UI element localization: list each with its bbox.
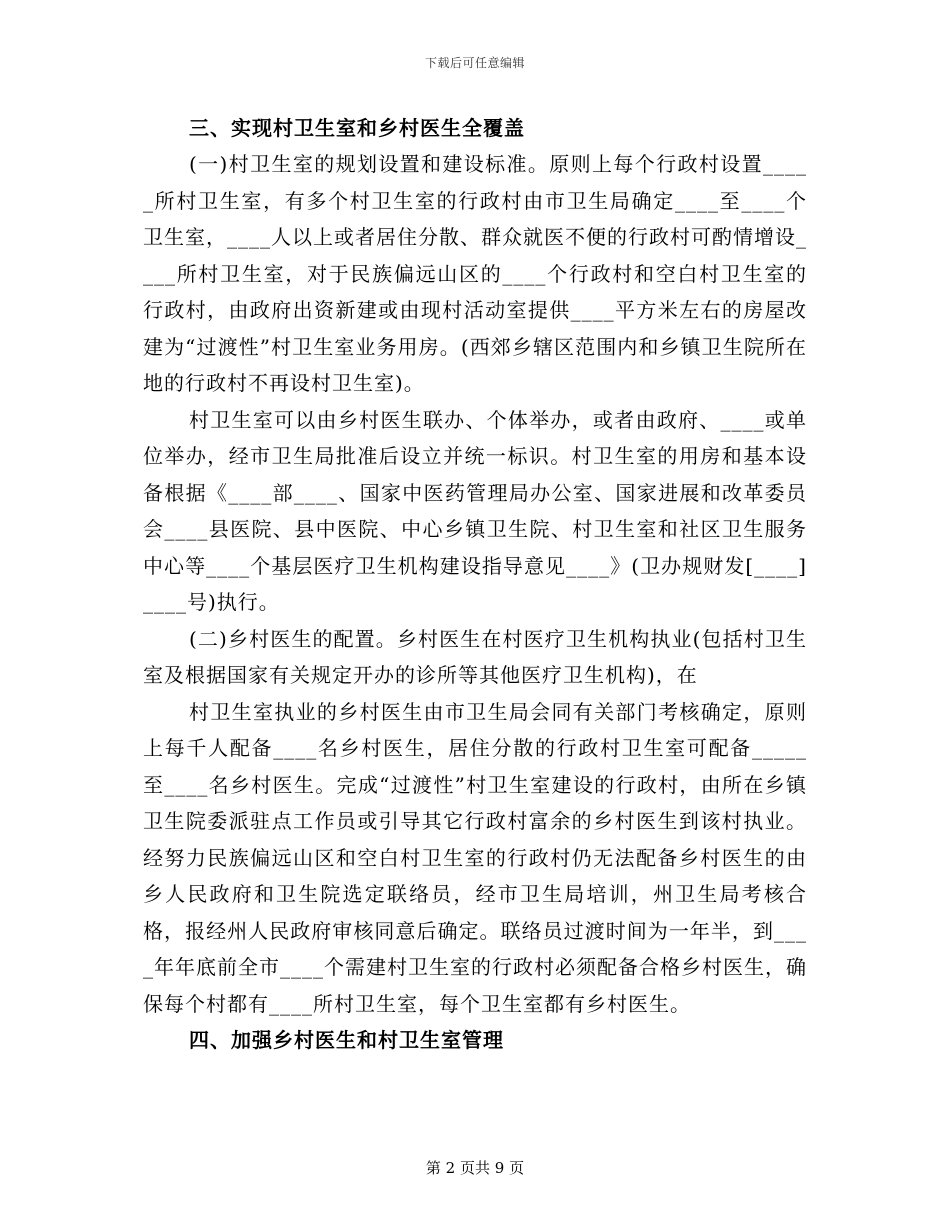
section-heading-4: 四、加强乡村医生和村卫生室管理: [189, 1028, 504, 1052]
page-number: 第 2 页共 9 页: [425, 1159, 525, 1177]
page-header: 下载后可任意编辑: [424, 56, 525, 70]
paragraph-village-clinic-planning: (一)村卫生室的规划设置和建设标准。原则上每个行政村设置_____所村卫生室，有多个村卫生室的行政村由市卫生局确定____至____个卫生室，____人以上或者居住分散、群众就医不便的行政村可酌情增设____所村卫生室，对于民族偏远山区的____个行政村和空白村卫生室的行政村，由政府出资新建或由现村活动室提供____平方米左右的房屋改建为“过渡性”村卫生室业务用房。(西郊乡辖区范围内和乡镇卫生院所在地的行政村不再设村卫生室)。: [143, 152, 807, 395]
document-body: [143, 110, 807, 1058]
paragraph-rural-doctor-requirements: 村卫生室执业的乡村医生由市卫生局会同有关部门考核确定，原则上每千人配备____名乡村医生，居住分散的行政村卫生室可配备_____至____名乡村医生。完成“过渡性”村卫生室建设的行政村，由所在乡镇卫生院委派驻点工作员或引导其它行政村富余的乡村医生到该村执业。经努力民族偏远山区和空白村卫生室的行政村仍无法配备乡村医生的由乡人民政府和卫生院选定联络员，经市卫生局培训，州卫生局考核合格，报经州人民政府审核同意后确定。联络员过渡时间为一年半，到____年年底前全市____个需建村卫生室的行政村必须配备合格乡村医生，确保每个村都有____所村卫生室，每个卫生室都有乡村医生。: [143, 699, 807, 1016]
paragraph-village-clinic-operation: 村卫生室可以由乡村医生联办、个体举办，或者由政府、____或单位举办，经市卫生局批准后设立并统一标识。村卫生室的用房和基本设备根据《____部____、国家中医药管理局办公室、国家进展和改革委员会____县医院、县中医院、中心乡镇卫生院、村卫生室和社区卫生服务中心等____个基层医疗卫生机构建设指导意见____》(卫办规财发[____]____号)执行。: [143, 407, 807, 614]
paragraph-rural-doctor-allocation: (二)乡村医生的配置。乡村医生在村医疗卫生机构执业(包括村卫生室及根据国家有关规定开办的诊所等其他医疗卫生机构)，在: [143, 626, 807, 687]
section-heading-3: 三、实现村卫生室和乡村医生全覆盖: [189, 116, 525, 140]
